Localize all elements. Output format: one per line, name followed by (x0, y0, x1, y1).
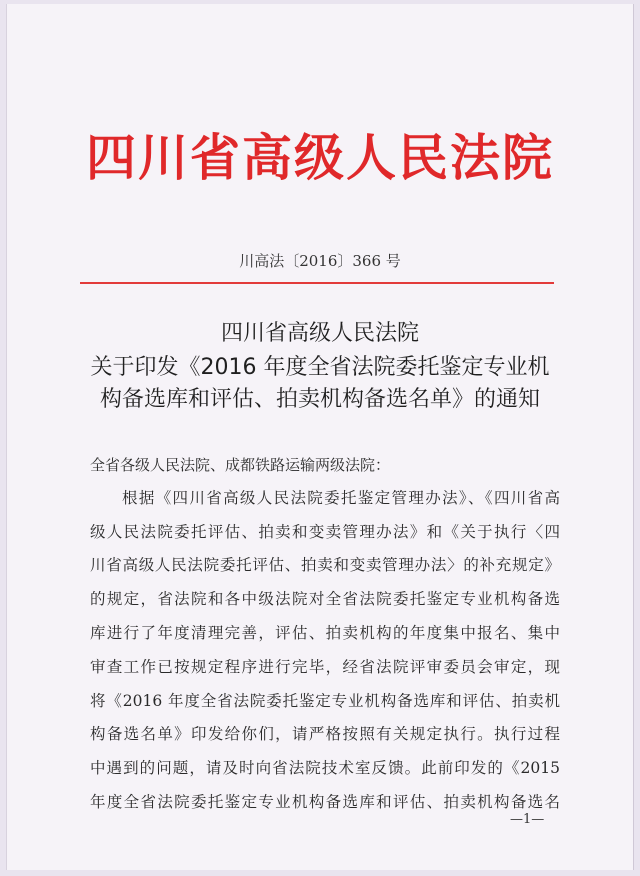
body-line: 的规定，省法院和各中级法院对全省法院委托鉴定专业机构备选 (90, 590, 560, 608)
body-line: 川省高级人民法院委托评估、拍卖和变卖管理办法〉的补充规定》 (90, 556, 560, 574)
title-line-1: 四川省高级人民法院 (220, 321, 419, 346)
title-line-3: 构备选库和评估、拍卖机构备选名单》的通知 (99, 387, 540, 412)
body-line: 审查工作已按规定程序进行完毕，经省法院评审委员会审定，现 (90, 658, 560, 676)
body-line: 将《2016 年度全省法院委托鉴定专业机构备选库和评估、拍卖机 (90, 692, 560, 710)
body-line: 构备选名单》印发给你们，请严格按照有关规定执行。执行过程 (90, 725, 560, 743)
body-line: 级人民法院委托评估、拍卖和变卖管理办法》和《关于执行〈四 (90, 523, 560, 541)
page-number: —1— (510, 812, 545, 827)
document-number: 川高法〔2016〕366 号 (239, 252, 401, 270)
body-line: 中遇到的问题，请及时向省法院技术室反馈。此前印发的《2015 (90, 759, 560, 777)
title-line-2: 关于印发《2016 年度全省法院委托鉴定专业机 (90, 355, 550, 380)
red-separator-line (80, 282, 554, 284)
issuer-header: 四川省高级人民法院 (86, 128, 554, 187)
body-line: 根据《四川省高级人民法院委托鉴定管理办法》、《四川省高 (122, 489, 560, 507)
addressee: 全省各级人民法院、成都铁路运输两级法院： (90, 456, 391, 474)
body-line: 年度全省法院委托鉴定专业机构备选库和评估、拍卖机构备选名 (90, 793, 560, 811)
body-line: 库进行了年度清理完善，评估、拍卖机构的年度集中报名、集中 (90, 624, 560, 642)
